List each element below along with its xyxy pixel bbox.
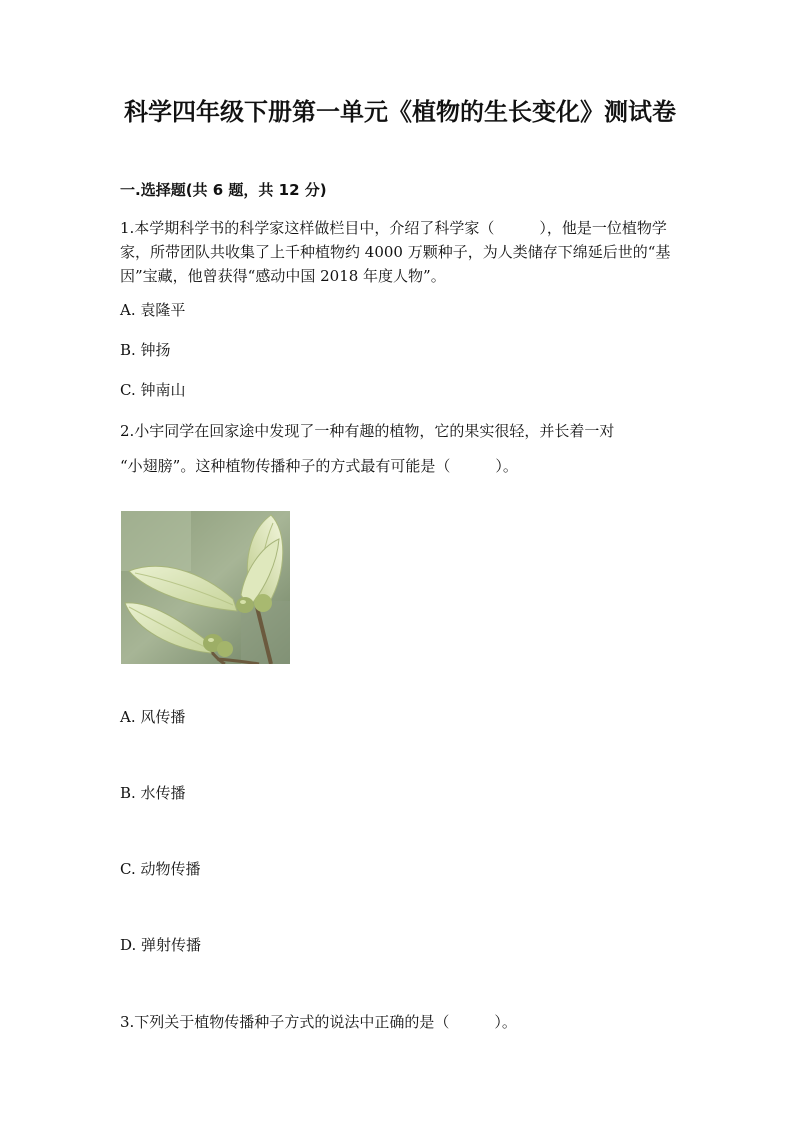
section-heading: 一.选择题(共 6 题，共 12 分) [120,181,327,199]
question-3-text: 3.下列关于植物传播种子方式的说法中正确的是（ ）。 [120,1013,517,1031]
question-1-option-a: A. 袁隆平 [120,301,186,319]
page-title: 科学四年级下册第一单元《植物的生长变化》测试卷 [124,98,676,126]
question-2-option-a: A. 风传播 [120,708,186,726]
question-2-option-c: C. 动物传播 [120,860,201,878]
question-1-option-c: C. 钟南山 [120,381,186,399]
question-1-text: 1.本学期科学书的科学家这样做栏目中，介绍了科学家（ ），他是一位植物学家，所带团队共收集了上千种植物约 4000 万颗种子，为人类储存下绵延后世的“基因”宝藏，他曾获得“感动中国 2018 年度人物”。 [120,219,671,285]
question-2-option-b: B. 水传播 [120,784,186,802]
maple-seed-photo [121,511,290,664]
question-2-text-line-1: 2.小宇同学在回家途中发现了一种有趣的植物，它的果实很轻，并长着一对 [120,422,615,440]
question-1-option-b: B. 钟扬 [120,341,171,359]
question-2-text-line-2: “小翅膀”。这种植物传播种子的方式最有可能是（ ）。 [120,457,518,475]
question-2-option-d: D. 弹射传播 [120,936,202,954]
